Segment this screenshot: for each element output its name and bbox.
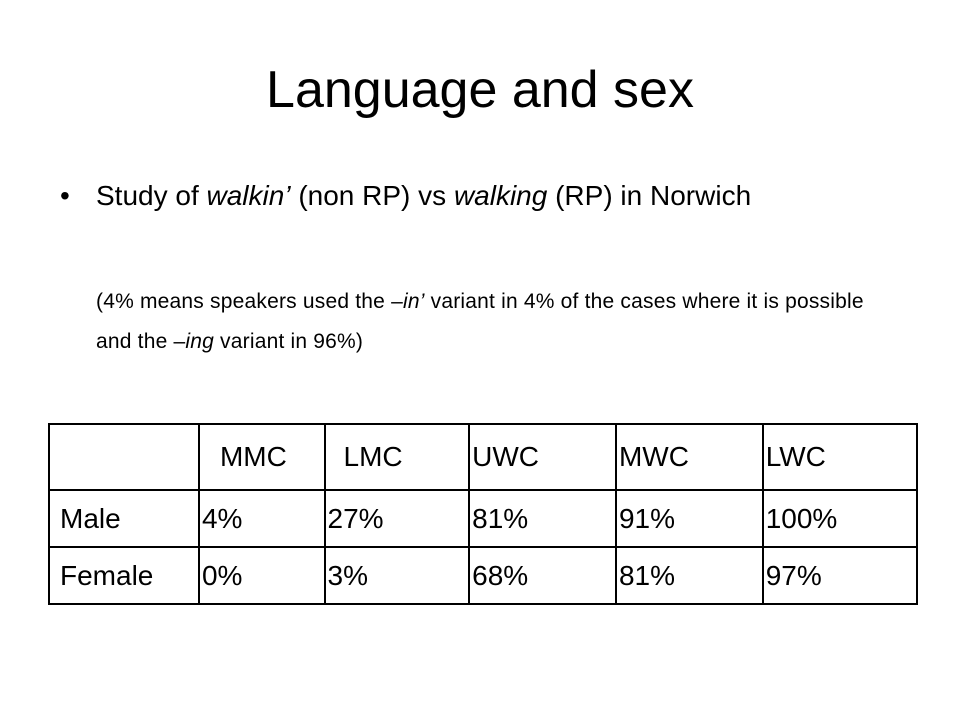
table-row-male xyxy=(49,490,917,547)
table-cell: 97% xyxy=(763,547,917,604)
bullet-text-italic-walkin: walkin’ xyxy=(206,180,291,211)
results-table xyxy=(48,423,918,605)
bullet-marker: • xyxy=(60,180,70,211)
table-cell: 3% xyxy=(325,547,470,604)
table-row-female xyxy=(49,547,917,604)
bullet-text-italic-walking: walking xyxy=(453,180,548,211)
bullet-text-part: Study of xyxy=(96,180,207,211)
row-header-male: Male xyxy=(49,490,199,547)
column-header-mwc: MWC xyxy=(616,424,763,490)
column-header-mmc: MMC xyxy=(199,424,325,490)
note-text-part: (4% means speakers used the – xyxy=(96,290,403,313)
table-cell: 68% xyxy=(469,547,616,604)
table-cell: 100% xyxy=(763,490,917,547)
bullet-text xyxy=(96,176,876,216)
note-text-part: variant in 96%) xyxy=(214,330,364,353)
note-text-italic-ing: ing xyxy=(185,330,215,353)
table-cell: 27% xyxy=(325,490,470,547)
bullet-text-part: (non RP) vs xyxy=(290,180,454,211)
column-header-lmc: LMC xyxy=(325,424,470,490)
table-cell: 81% xyxy=(469,490,616,547)
row-header-female: Female xyxy=(49,547,199,604)
table-cell: 81% xyxy=(616,547,763,604)
bullet-text-part: (RP) in Norwich xyxy=(547,180,752,211)
column-header-uwc: UWC xyxy=(469,424,616,490)
table-corner-cell xyxy=(49,424,199,490)
explanation-note xyxy=(96,282,896,362)
table-cell: 0% xyxy=(199,547,325,604)
note-text-part: variant in 4% of the cases where it is possible and the – xyxy=(96,290,864,353)
table-header-row xyxy=(49,424,917,490)
column-header-lwc: LWC xyxy=(763,424,917,490)
table-cell: 91% xyxy=(616,490,763,547)
note-text-italic-in: in’ xyxy=(402,290,425,313)
slide-title: Language and sex xyxy=(266,61,694,119)
table-cell: 4% xyxy=(199,490,325,547)
